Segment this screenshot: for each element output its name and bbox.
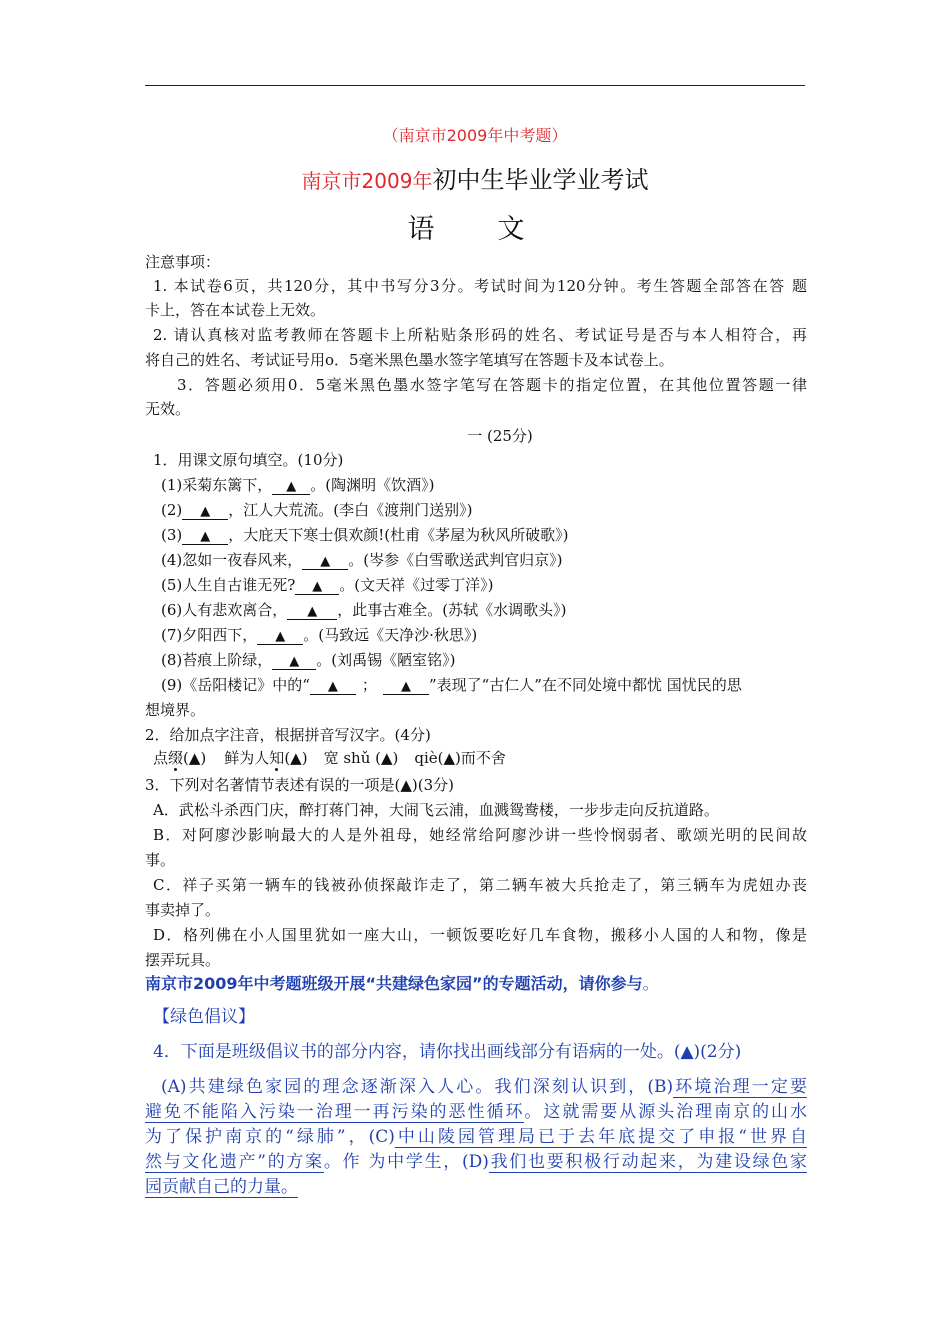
answer-blank[interactable]: ▲ xyxy=(182,529,228,545)
answer-blank[interactable]: ▲ xyxy=(302,554,348,570)
q3-option-d: D．格列佛在小人国里犹如一座大山，一顿饭要吃好几车食物，搬移小人国的人和物，像是 xyxy=(153,926,807,944)
answer-blank[interactable]: ▲ xyxy=(182,504,228,520)
answer-blank[interactable]: ▲ xyxy=(295,579,339,595)
q3-option-a: A．武松斗杀西门庆，醉打蒋门神，大闹飞云浦，血溅鸳鸯楼，一步步走向反抗道路。 xyxy=(153,801,719,819)
q1-stem: 1．用课文原句填空。(10分) xyxy=(153,451,344,469)
exam-title-black: 初中生毕业学业考试 xyxy=(432,166,649,194)
q2-items: 点缀(▲) 鲜为人知(▲) 宽 shǔ (▲) qiè(▲)而不舍 xyxy=(153,749,506,767)
q3-option-c: C．祥子买第一辆车的钱被孙侦探敲诈走了，第二辆车被大兵抢走了，第三辆车为虎妞办丧 xyxy=(153,876,807,894)
q1-item-9: (9)《岳阳楼记》中的“ ▲ ； ▲ ”表现了“古仁人”在不同处境中都忧 国忧民的思 xyxy=(161,676,742,694)
exam-source-subtitle: （南京市2009年中考题） xyxy=(382,126,568,145)
q1-item-3: (3) ▲ ，大庇天下寒士俱欢颜!(杜甫《茅屋为秋风所破歌》) xyxy=(161,526,569,544)
underlined-segment-c: 然与文化遗产”的方案 xyxy=(145,1152,324,1172)
q1-item-2: (2) ▲ ，江人大荒流。(李白《渡荆门送别》) xyxy=(161,501,473,519)
header-rule xyxy=(145,85,805,86)
notice-2a: 2. 请认真核对监考教师在答题卡上所粘贴条形码的姓名、考试证号是否与本人相符合，再 xyxy=(153,326,807,344)
activity-intro: 南京市2009年中考题班级开展“共建绿色家园”的专题活动，请你参与。 xyxy=(145,974,659,993)
answer-blank[interactable]: ▲ xyxy=(272,479,310,495)
notice-1a: 1. 本试卷6页，共120分，其中书写分3分。考试时间为120分钟。考生答题全部答在答 题 xyxy=(153,277,807,295)
q4-passage-line-4: 然与文化遗产”的方案。作 为中学生，(D)我们也要积极行动起来，为建设绿色家 xyxy=(145,1152,807,1172)
q3-option-b-cont: 事。 xyxy=(145,851,176,869)
q1-item-7: (7)夕阳西下， ▲ 。(马致远《天净沙·秋思》) xyxy=(161,626,478,644)
notice-3b: 无效。 xyxy=(145,400,191,418)
q4-passage-line-5 xyxy=(145,1175,807,1199)
notice-heading: 注意事项： xyxy=(145,253,221,271)
underlined-segment-d: 园贡献自己的力量。 xyxy=(145,1177,298,1197)
underlined-segment-d: 我们也要积极行动起来，为建设绿色家 xyxy=(488,1152,807,1172)
underlined-segment-b: 避免不能陷入污染一治理一再污染的恶性循环 xyxy=(145,1102,525,1122)
q3-option-c-cont: 事卖掉了。 xyxy=(145,901,221,919)
q4-passage-line-1: (A)共建绿色家园的理念逐渐深入人心。我们深刻认识到，(B)环境治理一定要 xyxy=(161,1077,807,1097)
q1-item-1: (1)采菊东篱下， ▲ 。(陶渊明《饮酒》) xyxy=(161,476,435,494)
dotted-char: 缀 xyxy=(168,749,184,767)
notice-2b: 将自己的姓名、考试证号用o．5毫米黑色墨水签字笔填写在答题卡及本试卷上。 xyxy=(145,351,674,369)
activity-subheading: 【绿色倡议】 xyxy=(153,1007,255,1027)
q3-option-b: B．对阿廖沙影响最大的人是外祖母，她经常给阿廖沙讲一些怜悯弱者、歌颂光明的民间故 xyxy=(153,826,807,844)
q1-item-4: (4)忽如一夜春风来， ▲ 。(岑参《白雪歌送武判官归京》) xyxy=(161,551,563,569)
subject-title: 语 文 xyxy=(407,214,543,245)
q1-item-6: (6)人有悲欢离合， ▲ ，此事古难全。(苏轼《水调歌头》) xyxy=(161,601,567,619)
notice-3a: 3．答题必须用0．5毫米黑色墨水签字笔写在答题卡的指定位置，在其他位置答题一律 xyxy=(177,376,807,394)
section-one-heading: 一 (25分) xyxy=(467,427,533,445)
notice-1b: 卡上，答在本试卷上无效。 xyxy=(145,301,326,319)
q1-item-9-cont: 想境界。 xyxy=(145,701,206,719)
q4-passage-line-2: 避免不能陷入污染一治理一再污染的恶性循环。这就需要从源头治理南京的山水 xyxy=(145,1102,808,1122)
underlined-segment-b: 环境治理一定要 xyxy=(673,1077,807,1097)
q1-item-8: (8)苔痕上阶绿， ▲ 。(刘禹锡《陋室铭》) xyxy=(161,651,456,669)
exam-title xyxy=(145,160,805,195)
answer-blank[interactable]: ▲ xyxy=(383,679,429,695)
q1-item-5: (5)人生自古谁无死? ▲ 。(文天祥《过零丁洋》) xyxy=(161,576,494,594)
dotted-char: 知 xyxy=(269,749,285,767)
q4-passage-line-3: 为了保护南京的“绿肺”，(C)中山陵园管理局已于去年底提交了申报“世界自 xyxy=(145,1127,807,1147)
answer-blank[interactable]: ▲ xyxy=(257,629,303,645)
underlined-segment-c: 中山陵园管理局已于去年底提交了申报“世界自 xyxy=(394,1127,807,1147)
q4-stem: 4．下面是班级倡议书的部分内容，请你找出画线部分有语病的一处。(▲)(2分) xyxy=(153,1042,742,1062)
exam-title-red: 南京市2009年 xyxy=(301,169,433,193)
q2-stem: 2．给加点字注音，根据拼音写汉字。(4分) xyxy=(145,726,431,744)
q3-option-d-cont: 摆弄玩具。 xyxy=(145,951,221,969)
answer-blank[interactable]: ▲ xyxy=(272,654,316,670)
answer-blank[interactable]: ▲ xyxy=(287,604,337,620)
q3-stem: 3．下列对名著情节表述有误的一项是(▲)(3分) xyxy=(145,776,455,794)
answer-blank[interactable]: ▲ xyxy=(310,679,356,695)
